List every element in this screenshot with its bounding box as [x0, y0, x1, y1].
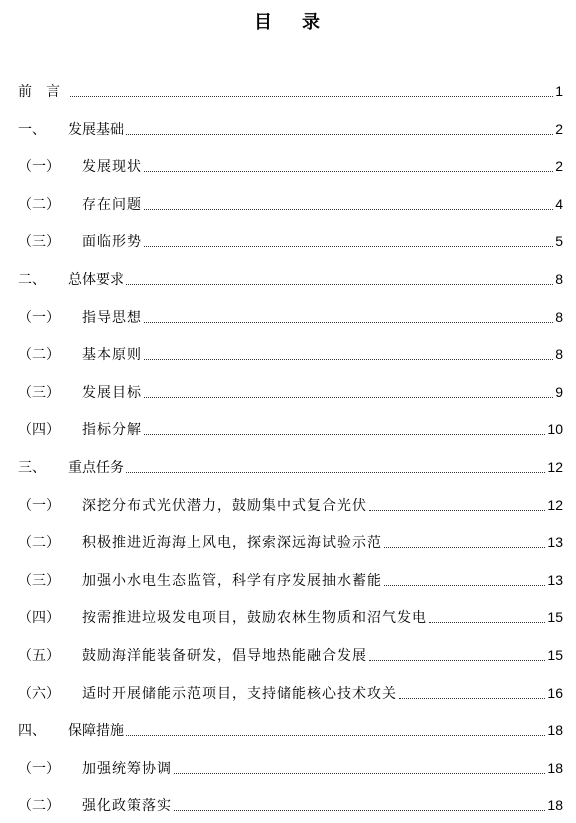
toc-entry-label: 发展现状: [82, 159, 142, 176]
toc-entry-label: 适时开展储能示范项目，支持储能核心技术攻关: [82, 685, 397, 702]
toc-entry[interactable]: [18, 118, 563, 140]
toc-leader-dots: [144, 433, 545, 435]
toc-entry-number: （二）: [18, 196, 60, 213]
toc-entry-label: 基本原则: [82, 347, 142, 364]
toc-leader-dots: [399, 697, 545, 699]
toc-entry[interactable]: [18, 757, 563, 779]
toc-entry[interactable]: [18, 569, 563, 591]
toc-leader-dots: [144, 245, 553, 247]
toc-entry-page: 18: [547, 759, 563, 776]
toc-entry-number: （一）: [18, 760, 60, 777]
toc-entry-number: （四）: [18, 610, 60, 627]
toc-entry[interactable]: [18, 381, 563, 403]
toc-entry-page: 12: [547, 496, 563, 513]
toc-leader-dots: [429, 621, 545, 623]
toc-entry-number: （三）: [18, 384, 60, 401]
toc-entry-number: （三）: [18, 234, 60, 251]
toc-leader-dots: [144, 321, 553, 323]
toc-entry-label: 存在问题: [82, 196, 142, 213]
toc-entry-page: 15: [547, 647, 563, 663]
toc-entry-label: 鼓励海洋能装备研发，倡导地热能融合发展: [82, 648, 367, 664]
toc-entry[interactable]: [18, 343, 563, 365]
toc-entry-page: 8: [555, 308, 563, 325]
toc-entry-label: 重点任务: [68, 460, 124, 476]
toc-entry-page: 5: [555, 233, 563, 250]
toc-entry-label: 加强统筹协调: [82, 760, 172, 777]
toc-leader-dots: [144, 208, 553, 210]
title-char-2: 录: [302, 12, 322, 33]
toc-entry-number: （四）: [18, 422, 60, 439]
toc-entry-label: 指标分解: [82, 422, 142, 439]
toc-entry-number: （三）: [18, 572, 60, 589]
toc-leader-dots: [174, 809, 545, 811]
toc-entry-label: 深挖分布式光伏潜力，鼓励集中式复合光伏: [82, 497, 367, 514]
toc-entry-number: （五）: [18, 648, 60, 664]
toc-entry-page: 18: [547, 797, 563, 814]
toc-entry-page: 16: [547, 684, 563, 701]
toc-entry[interactable]: [18, 644, 563, 666]
toc-entry-number: （六）: [18, 685, 60, 702]
toc-entry-label: 强化政策落实: [82, 798, 172, 815]
toc-entry-page: 8: [555, 346, 563, 363]
toc-leader-dots: [384, 546, 545, 548]
toc-entry-number: （二）: [18, 798, 60, 815]
toc-leader-dots: [144, 396, 553, 398]
toc-entry-number: （一）: [18, 497, 60, 514]
toc-entry-label: 指导思想: [82, 309, 142, 326]
toc-entry-page: 10: [547, 421, 563, 438]
toc-entry-page: 13: [547, 571, 563, 588]
toc-entry-number: （一）: [18, 159, 60, 176]
toc-entry-page: 12: [547, 459, 563, 475]
toc-entry-label: 总体要求: [68, 272, 124, 288]
toc-leader-dots: [384, 584, 545, 586]
toc-entry-number: 前 言: [18, 84, 60, 100]
toc-entry[interactable]: [18, 80, 563, 102]
toc-leader-dots: [126, 471, 545, 473]
toc-leader-dots: [174, 772, 545, 774]
toc-entry-page: 2: [555, 158, 563, 175]
toc-entry-number: 二、: [18, 272, 46, 288]
toc-entry-label: 加强小水电生态监管，科学有序发展抽水蓄能: [82, 572, 382, 589]
toc-entry-number: （二）: [18, 535, 60, 552]
toc-leader-dots: [126, 133, 553, 135]
toc-entry[interactable]: [18, 155, 563, 177]
toc-entry-label: 发展目标: [82, 384, 142, 401]
toc-leader-dots: [144, 358, 553, 360]
toc-entry-page: 8: [555, 271, 563, 287]
page-title: [0, 8, 576, 34]
toc-entry-page: 4: [555, 195, 563, 212]
toc-entry[interactable]: [18, 531, 563, 553]
toc-entry-label: 保障措施: [68, 723, 124, 740]
toc-leader-dots: [126, 283, 553, 285]
toc-leader-dots: [70, 95, 553, 97]
toc-leader-dots: [126, 734, 545, 736]
toc-entry-label: 面临形势: [82, 234, 142, 251]
toc-entry-page: 9: [555, 383, 563, 400]
toc-entry-page: 2: [555, 120, 563, 137]
toc-entry-page: 1: [555, 83, 563, 99]
toc-entry-label: 按需推进垃圾发电项目，鼓励农林生物质和沼气发电: [82, 610, 427, 627]
toc-leader-dots: [369, 659, 545, 661]
toc-entry[interactable]: [18, 230, 563, 252]
toc-entry-number: （一）: [18, 309, 60, 326]
toc-entry[interactable]: [18, 193, 563, 215]
toc-entry-page: 15: [547, 609, 563, 626]
toc-entry[interactable]: [18, 682, 563, 704]
toc-leader-dots: [144, 170, 553, 172]
toc-entry-label: 发展基础: [68, 121, 124, 138]
toc-entry[interactable]: [18, 306, 563, 328]
toc-entry[interactable]: [18, 494, 563, 516]
toc-entry[interactable]: [18, 794, 563, 816]
toc-entry-number: （二）: [18, 347, 60, 364]
toc-entry[interactable]: [18, 606, 563, 628]
title-char-1: 目: [254, 12, 274, 33]
toc-entry-number: 一、: [18, 121, 46, 138]
toc-entry-label: 积极推进近海海上风电，探索深远海试验示范: [82, 535, 382, 552]
toc-entry-number: 三、: [18, 460, 46, 476]
toc-entry[interactable]: [18, 418, 563, 440]
toc-entry[interactable]: [18, 456, 563, 478]
toc-entry-number: 四、: [18, 723, 46, 740]
toc-entry[interactable]: [18, 268, 563, 290]
toc-entry-page: 13: [547, 534, 563, 551]
toc-entry[interactable]: [18, 719, 563, 741]
toc-entry-page: 18: [547, 722, 563, 739]
toc-leader-dots: [369, 509, 545, 511]
